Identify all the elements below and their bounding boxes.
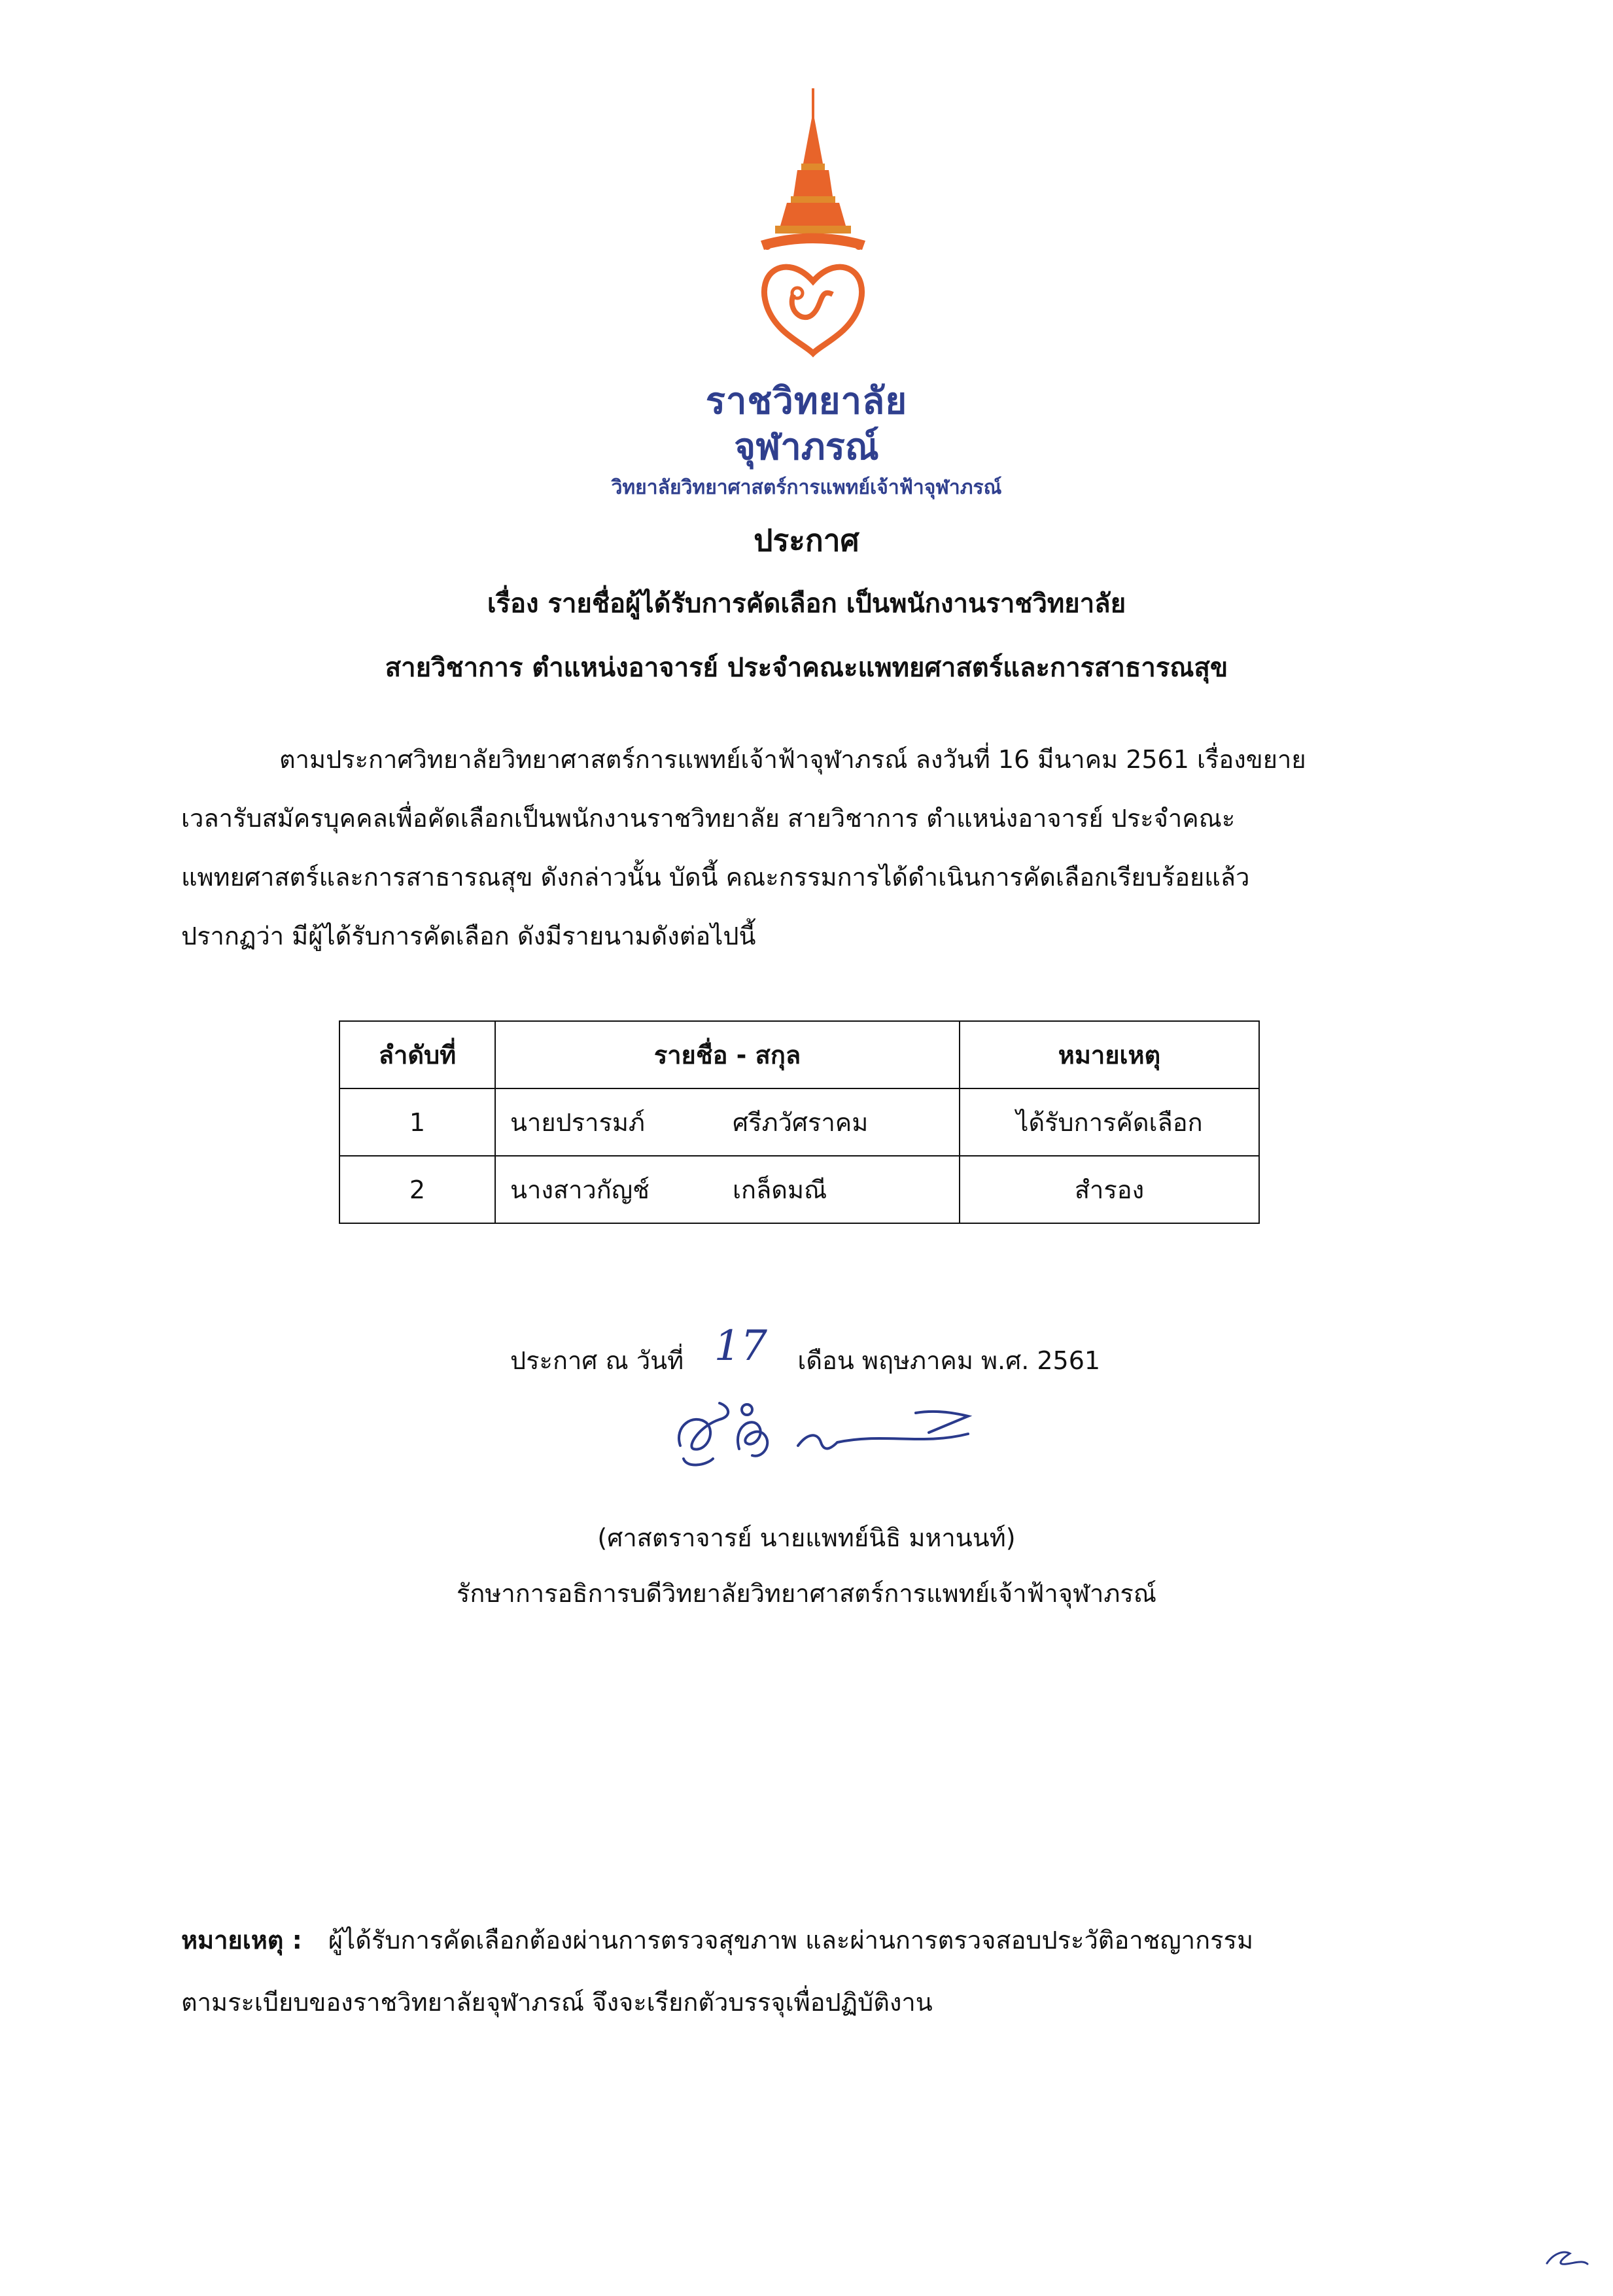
row-name [495,1088,960,1156]
note-text-1: ผู้ได้รับการคัดเลือกต้องผ่านการตรวจสุขภาพ และผ่านการตรวจสอบประวัติอาชญากรรม [328,1926,1254,1955]
institution-name-line2: จุฬาภรณ์ [734,426,879,468]
date-suffix: เดือน พฤษภาคม พ.ศ. 2561 [797,1346,1101,1375]
row-first-name: นางสาวกัญช์ [510,1175,650,1204]
header-remark: หมายเหตุ [960,1021,1259,1088]
body-line-3: แพทยศาสตร์และการสาธารณสุข ดังกล่าวนั้น บัดนี้ คณะกรรมการได้ดำเนินการคัดเลือกเรียบร้อยแล้ว [181,863,1250,892]
selection-table [339,1020,1260,1224]
row-order: 1 [339,1088,495,1156]
announcement-subject-line2: สายวิชาการ ตำแหน่งอาจารย์ ประจำคณะแพทยศาสตร์และการสาธารณสุข [385,653,1228,683]
note-line-2: ตามระเบียบของราชวิทยาลัยจุฬาภรณ์ จึงจะเรียกตัวบรรจุเพื่อปฏิบัติงาน [181,1988,933,2017]
header-order: ลำดับที่ [339,1021,495,1088]
row-order: 2 [339,1156,495,1223]
institution-name-line1: ราชวิทยาลัย [705,380,908,423]
row-last-name: เกล็ดมณี [733,1175,827,1204]
announcement-date [510,1322,1101,1380]
announcement-subject-line1: เรื่อง รายชื่อผู้ได้รับการคัดเลือก เป็นพนักงานราชวิทยาลัย [487,589,1126,619]
note-line-1 [181,1920,1253,1960]
header-name: รายชื่อ - สกุล [495,1021,960,1088]
row-remark: ได้รับการคัดเลือก [960,1088,1259,1156]
row-last-name: ศรีภวัศราคม [733,1108,869,1137]
row-first-name: นายปรารมภ์ [510,1108,645,1137]
date-prefix: ประกาศ ณ วันที่ [510,1346,684,1375]
handwritten-mark [1540,2240,1593,2273]
institution-subtitle: วิทยาลัยวิทยาศาสตร์การแพทย์เจ้าฟ้าจุฬาภรณ์ [611,476,1002,499]
signature [667,1387,994,1478]
row-remark: สำรอง [960,1156,1259,1223]
row-name [495,1156,960,1223]
institution-logo [741,85,885,366]
signer-position: รักษาการอธิการบดีวิทยาลัยวิทยาศาสตร์การแพทย์เจ้าฟ้าจุฬาภรณ์ [456,1579,1157,1608]
signer-name: (ศาสตราจารย์ นายแพทย์นิธิ มหานนท์) [597,1523,1016,1552]
body-line-1: ตามประกาศวิทยาลัยวิทยาศาสตร์การแพทย์เจ้าฟ้าจุฬาภรณ์ ลงวันที่ 16 มีนาคม 2561 เรื่องขยาย [279,745,1306,774]
body-line-2: เวลารับสมัครบุคคลเพื่อคัดเลือกเป็นพนักงานราชวิทยาลัย สายวิชาการ ตำแหน่งอาจารย์ ประจำคณะ [181,804,1236,833]
table-header-row [339,1021,1259,1088]
body-line-4: ปรากฏว่า มีผู้ได้รับการคัดเลือก ดังมีรายนามดังต่อไปนี้ [181,922,756,950]
date-day: 17 [714,1322,767,1370]
note-label: หมายเหตุ : [181,1926,302,1955]
table-row [339,1088,1259,1156]
table-row [339,1156,1259,1223]
announcement-title: ประกาศ [754,523,859,558]
